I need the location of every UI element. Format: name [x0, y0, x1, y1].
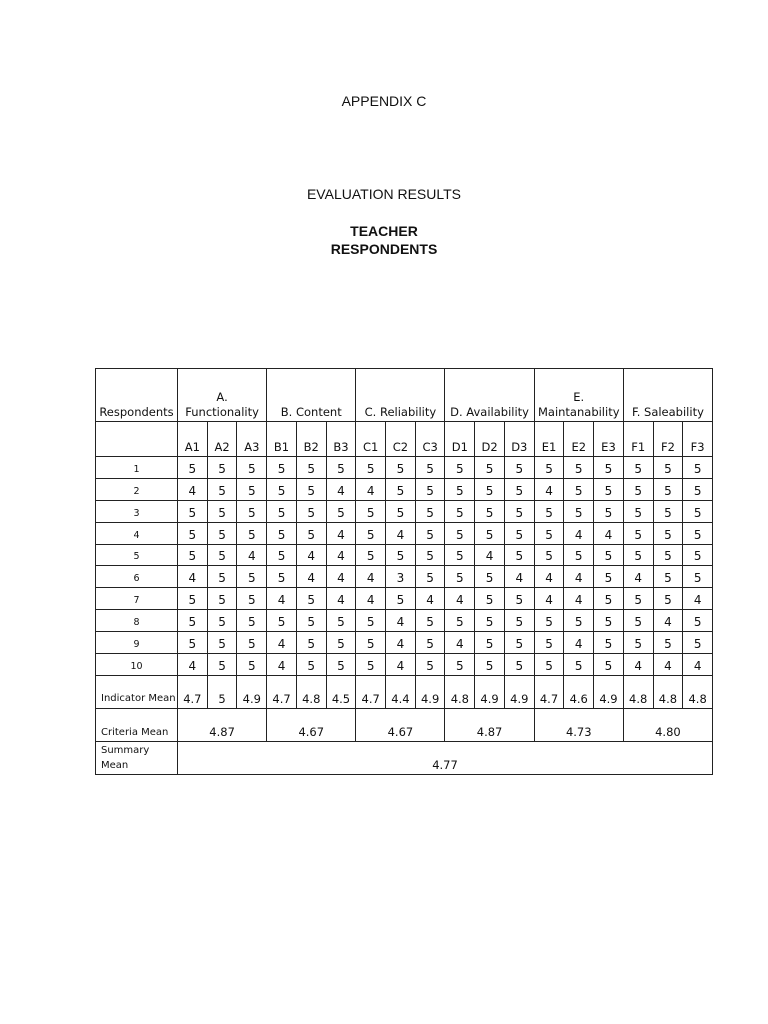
- rating-cell: 4: [386, 632, 416, 654]
- rating-cell: 5: [534, 610, 564, 632]
- indicator-header-row: [96, 422, 713, 457]
- rating-cell: 5: [475, 588, 505, 610]
- rating-cell: 5: [296, 588, 326, 610]
- rating-cell: 5: [594, 478, 624, 500]
- rating-cell: 5: [504, 632, 534, 654]
- rating-cell: 5: [564, 500, 594, 522]
- rating-cell: 4: [386, 654, 416, 676]
- rating-cell: 5: [237, 522, 267, 544]
- indicator-header: C2: [386, 422, 416, 457]
- indicator-header: F1: [623, 422, 653, 457]
- rating-cell: 4: [386, 522, 416, 544]
- rating-cell: 5: [623, 478, 653, 500]
- rating-cell: 5: [178, 500, 208, 522]
- rating-cell: 5: [683, 522, 713, 544]
- rating-cell: 4: [475, 544, 505, 566]
- rating-cell: 5: [326, 457, 356, 479]
- rating-cell: 5: [415, 566, 445, 588]
- criteria-mean-cell: 4.73: [534, 708, 623, 741]
- indicator-header: E1: [534, 422, 564, 457]
- rating-cell: 5: [594, 544, 624, 566]
- rating-cell: 5: [594, 566, 624, 588]
- rating-cell: 5: [207, 654, 237, 676]
- rating-cell: 5: [445, 522, 475, 544]
- rating-cell: 5: [504, 654, 534, 676]
- rating-cell: 5: [356, 632, 386, 654]
- rating-cell: 4: [356, 566, 386, 588]
- rating-cell: 5: [475, 500, 505, 522]
- criteria-mean-cell: 4.67: [356, 708, 445, 741]
- criteria-group-header: A. Functionality: [178, 369, 267, 422]
- rating-cell: 5: [267, 478, 297, 500]
- rating-cell: 5: [623, 610, 653, 632]
- rating-cell: 5: [326, 500, 356, 522]
- rating-cell: 5: [237, 566, 267, 588]
- indicator-header: F3: [683, 422, 713, 457]
- rating-cell: 5: [594, 610, 624, 632]
- subtitle-line-1: TEACHER: [350, 223, 418, 239]
- rating-cell: 5: [207, 500, 237, 522]
- rating-cell: 5: [207, 457, 237, 479]
- rating-cell: 4: [623, 566, 653, 588]
- rating-cell: 5: [653, 522, 683, 544]
- indicator-header: B3: [326, 422, 356, 457]
- rating-cell: 5: [386, 500, 416, 522]
- table-row: [96, 610, 713, 632]
- rating-cell: 4: [564, 522, 594, 544]
- rating-cell: 4: [534, 478, 564, 500]
- criteria-group-header: D. Availability: [445, 369, 534, 422]
- rating-cell: 4: [504, 566, 534, 588]
- rating-cell: 5: [504, 500, 534, 522]
- rating-cell: 5: [178, 544, 208, 566]
- rating-cell: 5: [445, 457, 475, 479]
- rating-cell: 5: [326, 610, 356, 632]
- rating-cell: 5: [267, 544, 297, 566]
- rating-cell: 5: [267, 566, 297, 588]
- rating-cell: 5: [207, 610, 237, 632]
- rating-cell: 4: [445, 632, 475, 654]
- rating-cell: 5: [178, 522, 208, 544]
- rating-cell: 5: [623, 457, 653, 479]
- rating-cell: 4: [326, 566, 356, 588]
- rating-cell: 5: [207, 522, 237, 544]
- criteria-mean-cell: 4.87: [445, 708, 534, 741]
- rating-cell: 5: [475, 457, 505, 479]
- rating-cell: 3: [386, 566, 416, 588]
- rating-cell: 4: [564, 632, 594, 654]
- rating-cell: 4: [237, 544, 267, 566]
- rating-cell: 5: [594, 457, 624, 479]
- respondent-number: 2: [96, 478, 178, 500]
- rating-cell: 4: [683, 654, 713, 676]
- rating-cell: 5: [445, 566, 475, 588]
- rating-cell: 5: [326, 654, 356, 676]
- rating-cell: 4: [326, 478, 356, 500]
- rating-cell: 4: [564, 588, 594, 610]
- rating-cell: 5: [415, 500, 445, 522]
- rating-cell: 5: [504, 544, 534, 566]
- rating-cell: 5: [445, 478, 475, 500]
- respondent-number: 10: [96, 654, 178, 676]
- table-row: [96, 544, 713, 566]
- rating-cell: 5: [564, 654, 594, 676]
- indicator-header: F2: [653, 422, 683, 457]
- respondent-number: 4: [96, 522, 178, 544]
- respondent-number: 9: [96, 632, 178, 654]
- indicator-mean-cell: 4.6: [564, 675, 594, 708]
- rating-cell: 4: [326, 588, 356, 610]
- rating-cell: 5: [564, 610, 594, 632]
- indicator-header: A1: [178, 422, 208, 457]
- rating-cell: 4: [178, 478, 208, 500]
- rating-cell: 5: [386, 457, 416, 479]
- table-row: [96, 457, 713, 479]
- indicator-mean-cell: 5: [207, 675, 237, 708]
- rating-cell: 5: [683, 500, 713, 522]
- rating-cell: 5: [623, 500, 653, 522]
- indicator-mean-cell: 4.9: [594, 675, 624, 708]
- indicator-header: A2: [207, 422, 237, 457]
- rating-cell: 5: [504, 457, 534, 479]
- indicator-mean-cell: 4.5: [326, 675, 356, 708]
- rating-cell: 5: [653, 544, 683, 566]
- rating-cell: 4: [267, 632, 297, 654]
- rating-cell: 5: [326, 632, 356, 654]
- rating-cell: 5: [415, 457, 445, 479]
- rating-cell: 5: [356, 522, 386, 544]
- rating-cell: 4: [534, 588, 564, 610]
- rating-cell: 5: [504, 588, 534, 610]
- rating-cell: 5: [653, 632, 683, 654]
- appendix-label: APPENDIX C: [341, 93, 427, 109]
- indicator-header: C3: [415, 422, 445, 457]
- table-row: [96, 500, 713, 522]
- rating-cell: 5: [296, 610, 326, 632]
- table-row: [96, 654, 713, 676]
- rating-cell: 5: [386, 478, 416, 500]
- rating-cell: 5: [653, 566, 683, 588]
- indicator-header: B2: [296, 422, 326, 457]
- rating-cell: 5: [564, 478, 594, 500]
- respondent-number: 6: [96, 566, 178, 588]
- rating-cell: 5: [564, 544, 594, 566]
- rating-cell: 5: [386, 588, 416, 610]
- indicator-mean-cell: 4.7: [534, 675, 564, 708]
- rating-cell: 5: [534, 632, 564, 654]
- indicator-header: D1: [445, 422, 475, 457]
- rating-cell: 5: [683, 610, 713, 632]
- rating-cell: 5: [594, 500, 624, 522]
- summary-mean-label: Summary Mean: [96, 741, 178, 774]
- criteria-mean-cell: 4.87: [178, 708, 267, 741]
- indicator-mean-cell: 4.8: [653, 675, 683, 708]
- respondent-number: 1: [96, 457, 178, 479]
- rating-cell: 5: [564, 457, 594, 479]
- rating-cell: 5: [237, 588, 267, 610]
- rating-cell: 5: [178, 632, 208, 654]
- rating-cell: 4: [178, 654, 208, 676]
- indicator-mean-row: [96, 675, 713, 708]
- criteria-mean-label: Criteria Mean: [96, 708, 178, 741]
- rating-cell: 4: [326, 522, 356, 544]
- rating-cell: 5: [178, 610, 208, 632]
- rating-cell: 5: [237, 632, 267, 654]
- rating-cell: 5: [445, 500, 475, 522]
- indicator-mean-cell: 4.9: [415, 675, 445, 708]
- criteria-group-header: F. Saleability: [623, 369, 712, 422]
- rating-cell: 5: [623, 522, 653, 544]
- rating-cell: 5: [504, 478, 534, 500]
- rating-cell: 5: [683, 632, 713, 654]
- rating-cell: 4: [564, 566, 594, 588]
- rating-cell: 5: [594, 588, 624, 610]
- rating-cell: 4: [415, 588, 445, 610]
- rating-cell: 5: [504, 610, 534, 632]
- indicator-mean-cell: 4.9: [504, 675, 534, 708]
- table-row: [96, 478, 713, 500]
- rating-cell: 5: [415, 610, 445, 632]
- rating-cell: 5: [623, 588, 653, 610]
- rating-cell: 5: [237, 500, 267, 522]
- rating-cell: 5: [475, 632, 505, 654]
- rating-cell: 4: [178, 566, 208, 588]
- respondent-number: 5: [96, 544, 178, 566]
- indicator-header: B1: [267, 422, 297, 457]
- indicator-mean-cell: 4.7: [267, 675, 297, 708]
- rating-cell: 5: [445, 654, 475, 676]
- table-row: [96, 588, 713, 610]
- rating-cell: 4: [296, 544, 326, 566]
- rating-cell: 5: [534, 544, 564, 566]
- summary-mean-row: [96, 741, 713, 774]
- rating-cell: 5: [415, 478, 445, 500]
- indicator-mean-cell: 4.8: [683, 675, 713, 708]
- criteria-mean-cell: 4.67: [267, 708, 356, 741]
- table-row: [96, 632, 713, 654]
- rating-cell: 5: [534, 500, 564, 522]
- rating-cell: 5: [267, 610, 297, 632]
- rating-cell: 4: [267, 588, 297, 610]
- rating-cell: 4: [267, 654, 297, 676]
- rating-cell: 5: [237, 478, 267, 500]
- rating-cell: 5: [296, 632, 326, 654]
- rating-cell: 5: [623, 544, 653, 566]
- respondents-header: Respondents: [96, 369, 178, 422]
- rating-cell: 5: [415, 544, 445, 566]
- indicator-mean-cell: 4.7: [356, 675, 386, 708]
- rating-cell: 5: [178, 457, 208, 479]
- rating-cell: 4: [534, 566, 564, 588]
- rating-cell: 4: [623, 654, 653, 676]
- rating-cell: 5: [356, 654, 386, 676]
- rating-cell: 5: [504, 522, 534, 544]
- rating-cell: 4: [683, 588, 713, 610]
- respondent-number: 7: [96, 588, 178, 610]
- rating-cell: 5: [415, 522, 445, 544]
- rating-cell: 4: [356, 478, 386, 500]
- rating-cell: 5: [475, 478, 505, 500]
- rating-cell: 4: [653, 654, 683, 676]
- rating-cell: 5: [475, 654, 505, 676]
- rating-cell: 4: [653, 610, 683, 632]
- indicator-mean-cell: 4.8: [623, 675, 653, 708]
- rating-cell: 5: [683, 478, 713, 500]
- subtitle-line-2: RESPONDENTS: [330, 241, 438, 257]
- criteria-group-header: B. Content: [267, 369, 356, 422]
- rating-cell: 4: [386, 610, 416, 632]
- document-title: EVALUATION RESULTS: [306, 186, 462, 202]
- rating-cell: 5: [296, 500, 326, 522]
- rating-cell: 5: [296, 522, 326, 544]
- rating-cell: 5: [356, 457, 386, 479]
- rating-cell: 5: [653, 478, 683, 500]
- rating-cell: 5: [623, 632, 653, 654]
- rating-cell: 5: [356, 544, 386, 566]
- rating-cell: 4: [296, 566, 326, 588]
- rating-cell: 5: [594, 632, 624, 654]
- indicator-mean-cell: 4.9: [475, 675, 505, 708]
- rating-cell: 5: [386, 544, 416, 566]
- indicator-mean-label: Indicator Mean: [96, 675, 178, 708]
- rating-cell: 5: [475, 566, 505, 588]
- respondent-number: 8: [96, 610, 178, 632]
- rating-cell: 5: [683, 544, 713, 566]
- rating-cell: 4: [445, 588, 475, 610]
- blank-header-cell: [96, 422, 178, 457]
- table-row: [96, 566, 713, 588]
- rating-cell: 5: [415, 654, 445, 676]
- indicator-mean-cell: 4.9: [237, 675, 267, 708]
- rating-cell: 5: [653, 500, 683, 522]
- criteria-mean-cell: 4.80: [623, 708, 712, 741]
- indicator-mean-cell: 4.8: [445, 675, 475, 708]
- rating-cell: 5: [653, 457, 683, 479]
- rating-cell: 5: [207, 478, 237, 500]
- rating-cell: 5: [267, 500, 297, 522]
- rating-cell: 5: [594, 654, 624, 676]
- rating-cell: 5: [534, 457, 564, 479]
- indicator-header: C1: [356, 422, 386, 457]
- indicator-mean-cell: 4.8: [296, 675, 326, 708]
- rating-cell: 4: [326, 544, 356, 566]
- rating-cell: 5: [356, 610, 386, 632]
- rating-cell: 5: [683, 566, 713, 588]
- rating-cell: 5: [237, 457, 267, 479]
- rating-cell: 5: [653, 588, 683, 610]
- rating-cell: 5: [415, 632, 445, 654]
- rating-cell: 5: [178, 588, 208, 610]
- rating-cell: 5: [207, 544, 237, 566]
- indicator-header: D3: [504, 422, 534, 457]
- criteria-group-header: C. Reliability: [356, 369, 445, 422]
- rating-cell: 5: [207, 566, 237, 588]
- rating-cell: 5: [534, 654, 564, 676]
- rating-cell: 5: [237, 610, 267, 632]
- rating-cell: 5: [296, 457, 326, 479]
- rating-cell: 5: [207, 588, 237, 610]
- rating-cell: 5: [267, 522, 297, 544]
- rating-cell: 5: [296, 478, 326, 500]
- rating-cell: 5: [267, 457, 297, 479]
- rating-cell: 5: [475, 610, 505, 632]
- criteria-group-header: E. Maintanability: [534, 369, 623, 422]
- rating-cell: 5: [207, 632, 237, 654]
- indicator-header: E3: [594, 422, 624, 457]
- indicator-header: A3: [237, 422, 267, 457]
- summary-mean-value: 4.77: [178, 741, 713, 774]
- rating-cell: 5: [296, 654, 326, 676]
- indicator-mean-cell: 4.4: [386, 675, 416, 708]
- table-row: [96, 522, 713, 544]
- rating-cell: 5: [356, 500, 386, 522]
- indicator-header: D2: [475, 422, 505, 457]
- rating-cell: 5: [445, 544, 475, 566]
- table-header-row: [96, 369, 713, 422]
- criteria-mean-row: [96, 708, 713, 741]
- respondent-number: 3: [96, 500, 178, 522]
- rating-cell: 5: [534, 522, 564, 544]
- rating-cell: 5: [475, 522, 505, 544]
- rating-cell: 4: [356, 588, 386, 610]
- rating-cell: 5: [683, 457, 713, 479]
- rating-cell: 4: [594, 522, 624, 544]
- evaluation-results-table: [95, 368, 713, 775]
- indicator-mean-cell: 4.7: [178, 675, 208, 708]
- rating-cell: 5: [237, 654, 267, 676]
- rating-cell: 5: [445, 610, 475, 632]
- indicator-header: E2: [564, 422, 594, 457]
